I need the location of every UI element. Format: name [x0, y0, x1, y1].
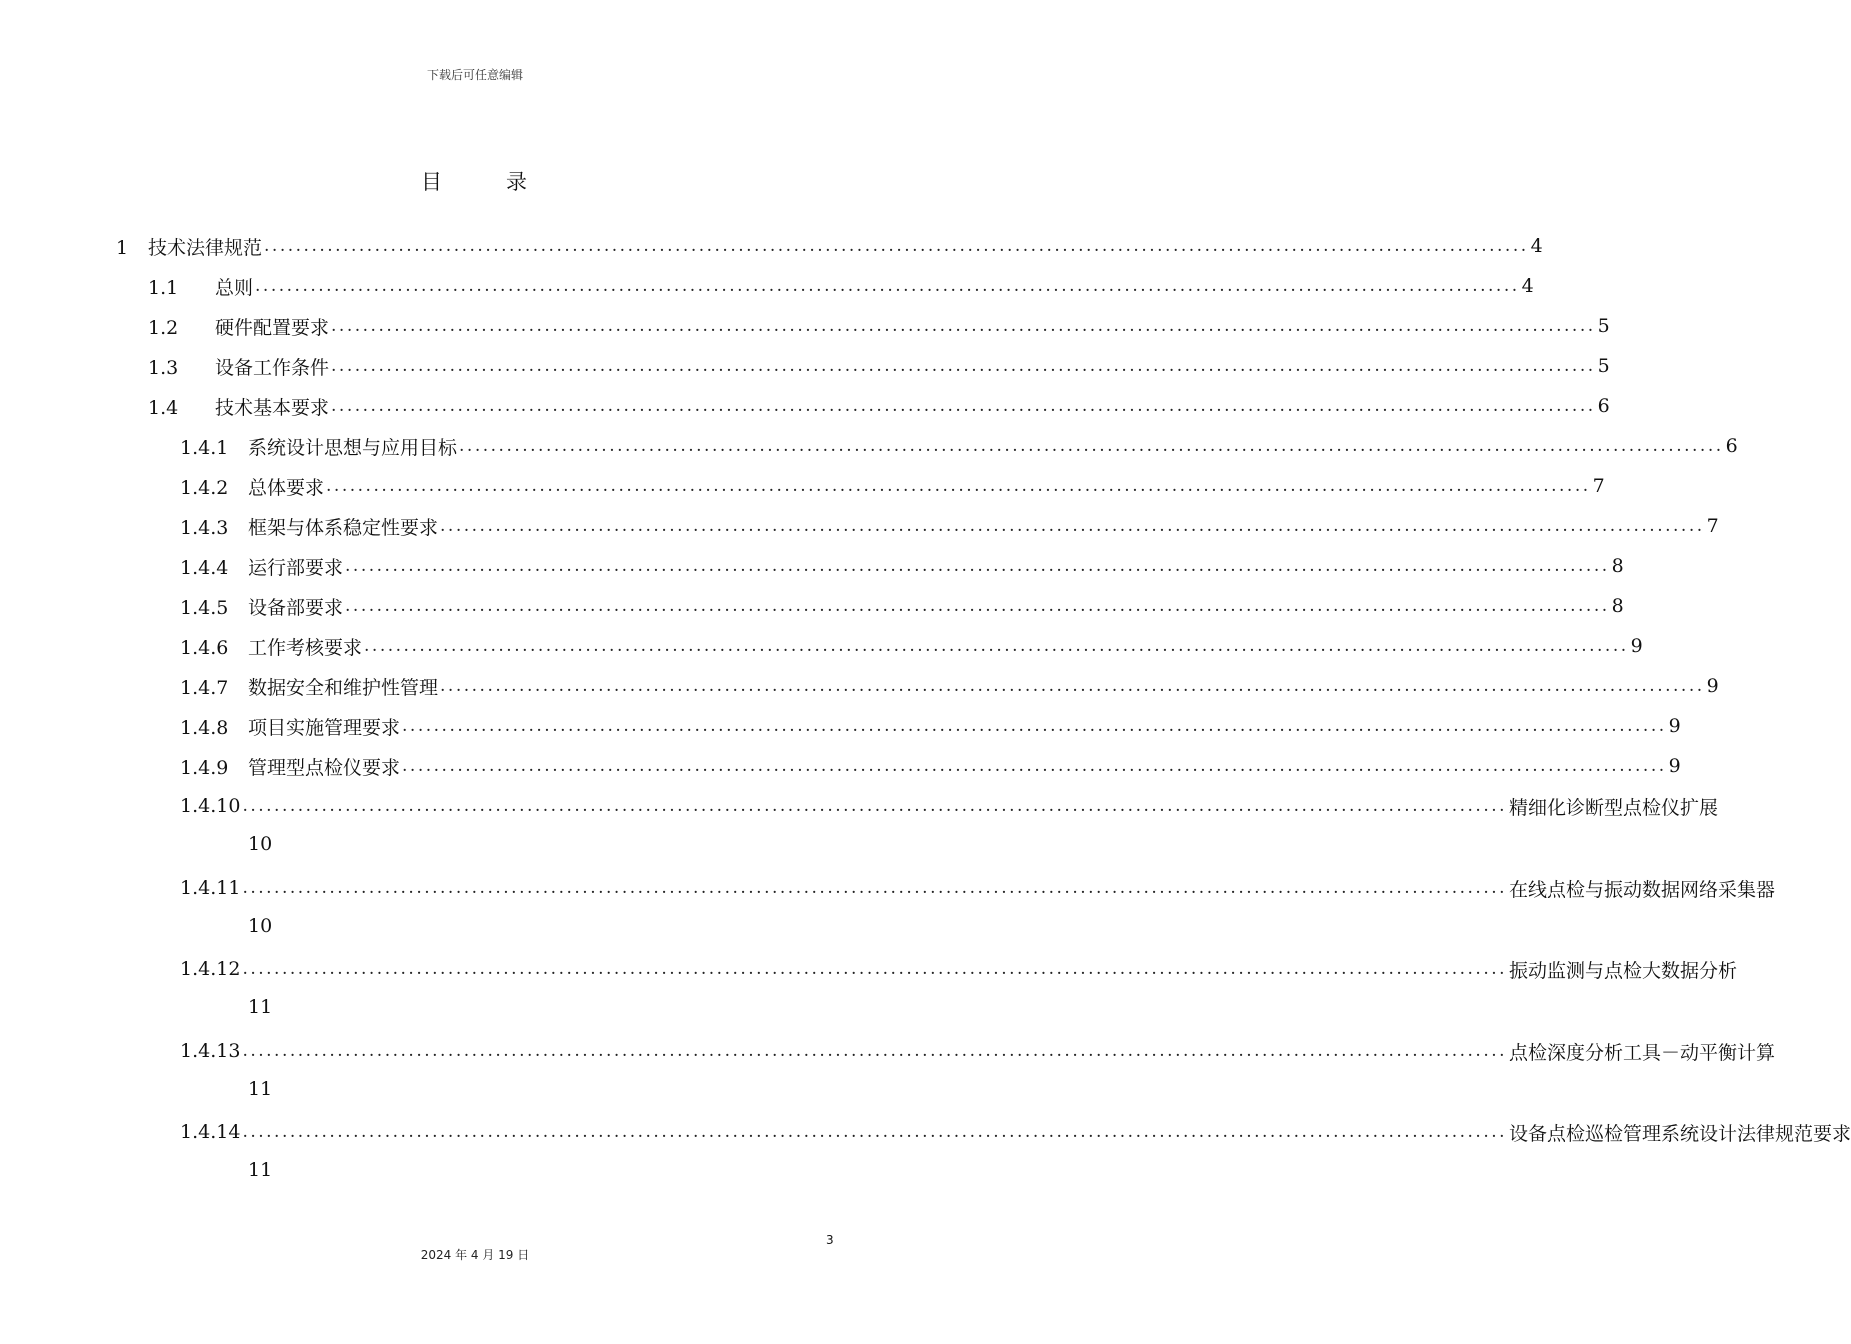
toc-entry-page: 10: [248, 915, 273, 937]
toc-entry-title: 设备点检巡检管理系统设计法律规范要求: [1509, 1122, 1851, 1145]
toc-leader-dots: ................................................................................................................................................................: [242, 1041, 1508, 1061]
toc-title-left: 目: [421, 170, 444, 194]
toc-entry-number: 1.4.3: [180, 516, 229, 539]
toc-leader-dots: ................................................................................................................................................................: [345, 596, 1610, 616]
toc-entry[interactable]: [148, 306, 1610, 346]
toc-leader-dots: ................................................................................................................................................................: [242, 959, 1508, 979]
toc-entry-page: 5: [1597, 315, 1610, 337]
toc-entry-title: 项目实施管理要求: [248, 716, 401, 739]
toc-entry[interactable]: [180, 626, 1643, 666]
toc-entry-number: 1.4.2: [180, 476, 229, 499]
toc-entry-page: 6: [1725, 435, 1738, 457]
toc-entry[interactable]: [180, 706, 1681, 746]
toc-entry[interactable]: [180, 786, 1719, 826]
toc-entry-number: 1.4: [148, 396, 179, 419]
toc-leader-dots: ................................................................................................................................................................: [264, 236, 1529, 256]
page-number: 3: [826, 1233, 834, 1247]
toc-entry[interactable]: [180, 1112, 1851, 1152]
toc-entry-title: 工作考核要求: [248, 636, 363, 659]
toc-entry[interactable]: [180, 868, 1776, 908]
toc-leader-dots: ................................................................................................................................................................: [402, 716, 1667, 736]
toc-leader-dots: ................................................................................................................................................................: [459, 436, 1724, 456]
toc-entry-title: 技术基本要求: [215, 396, 330, 419]
toc-entry-title: 振动监测与点检大数据分析: [1509, 959, 1738, 982]
toc-entry[interactable]: [180, 666, 1719, 706]
toc-entry-title: 在线点检与振动数据网络采集器: [1509, 878, 1776, 901]
toc-entry-page: 5: [1597, 355, 1610, 377]
toc-entry-title: 硬件配置要求: [215, 316, 330, 339]
toc-entry-number: 1.4.8: [180, 716, 229, 739]
toc-entry[interactable]: [180, 506, 1719, 546]
toc-entry[interactable]: [180, 586, 1624, 626]
toc-leader-dots: ................................................................................................................................................................: [331, 316, 1596, 336]
toc-entry[interactable]: [148, 346, 1610, 386]
toc-entry-page: 4: [1521, 275, 1534, 297]
toc-entry[interactable]: [180, 1031, 1776, 1071]
toc-entry[interactable]: [180, 949, 1738, 989]
toc-entry-number: 1.3: [148, 356, 179, 379]
toc-leader-dots: ................................................................................................................................................................: [440, 676, 1705, 696]
toc-leader-dots: ................................................................................................................................................................: [242, 796, 1508, 816]
toc-entry[interactable]: [116, 226, 1543, 266]
toc-entry[interactable]: [180, 546, 1624, 586]
toc-leader-dots: ................................................................................................................................................................: [331, 396, 1596, 416]
toc-entry-title: 精细化诊断型点检仪扩展: [1509, 796, 1719, 819]
toc-entry-page: 8: [1611, 595, 1624, 617]
toc-leader-dots: ................................................................................................................................................................: [255, 276, 1520, 296]
toc-entry-number: 1.4.1: [180, 436, 229, 459]
toc-entry[interactable]: [148, 386, 1610, 426]
toc-entry[interactable]: [180, 746, 1681, 786]
toc-entry-page: 11: [248, 1159, 273, 1181]
toc-leader-dots: ................................................................................................................................................................: [440, 516, 1705, 536]
toc-entry-page: 11: [248, 996, 273, 1018]
toc-entry-title: 运行部要求: [248, 556, 344, 579]
toc-entry-number: 1.4.11: [180, 877, 241, 899]
toc-entry-number: 1.4.13: [180, 1040, 241, 1062]
toc-entry-number: 1.4.14: [180, 1121, 241, 1143]
toc-leader-dots: ................................................................................................................................................................: [242, 1122, 1508, 1142]
toc-entry-number: 1.1: [148, 276, 179, 299]
toc-leader-dots: ................................................................................................................................................................: [402, 756, 1667, 776]
toc-leader-dots: ................................................................................................................................................................: [364, 636, 1629, 656]
toc-title: [0, 166, 950, 196]
toc-entry-number: 1.4.4: [180, 556, 229, 579]
toc-entry-title: 管理型点检仪要求: [248, 756, 401, 779]
toc-entry[interactable]: [148, 266, 1534, 306]
toc-entry-page: 7: [1592, 475, 1605, 497]
toc-entry-title: 点检深度分析工具－动平衡计算: [1509, 1041, 1776, 1064]
toc-entry-page: 9: [1706, 675, 1719, 697]
toc-title-right: 录: [506, 170, 529, 194]
toc-entry-title: 系统设计思想与应用目标: [248, 436, 458, 459]
toc-entry-title: 设备工作条件: [215, 356, 330, 379]
toc-entry[interactable]: [180, 426, 1738, 466]
toc-entry-page: 9: [1668, 715, 1681, 737]
toc-leader-dots: ................................................................................................................................................................: [345, 556, 1610, 576]
toc-entry-page: 9: [1668, 755, 1681, 777]
toc-entry-number: 1.4.12: [180, 958, 241, 980]
toc-entry-page: 11: [248, 1078, 273, 1100]
page-footer-date: 2024 年 4 月 19 日: [420, 1248, 530, 1262]
toc-entry-number: 1.2: [148, 316, 179, 339]
toc-entry-number: 1.4.10: [180, 795, 241, 817]
toc-entry-title: 总体要求: [248, 476, 325, 499]
toc-leader-dots: ................................................................................................................................................................: [326, 476, 1591, 496]
toc-entry-number: 1.4.7: [180, 676, 229, 699]
toc-entry-number: 1.4.9: [180, 756, 229, 779]
page-header: 下载后可任意编辑: [426, 68, 523, 82]
toc-entry-page: 8: [1611, 555, 1624, 577]
toc-entry[interactable]: [180, 466, 1605, 506]
toc-entry-page: 7: [1706, 515, 1719, 537]
toc-entry-title: 设备部要求: [248, 596, 344, 619]
toc-entry-page: 9: [1630, 635, 1643, 657]
toc-entry-number: 1: [116, 236, 129, 259]
toc-entry-title: 数据安全和维护性管理: [248, 676, 439, 699]
toc-leader-dots: ................................................................................................................................................................: [242, 878, 1508, 898]
toc-entry-number: 1.4.5: [180, 596, 229, 619]
toc-entry-page: 10: [248, 833, 273, 855]
toc-entry-title: 技术法律规范: [148, 236, 263, 259]
toc-entry-title: 框架与体系稳定性要求: [248, 516, 439, 539]
toc-entry-number: 1.4.6: [180, 636, 229, 659]
toc-entry-title: 总则: [215, 276, 254, 299]
toc-leader-dots: ................................................................................................................................................................: [331, 356, 1596, 376]
toc-entry-page: 6: [1597, 395, 1610, 417]
toc-entry-page: 4: [1530, 235, 1543, 257]
